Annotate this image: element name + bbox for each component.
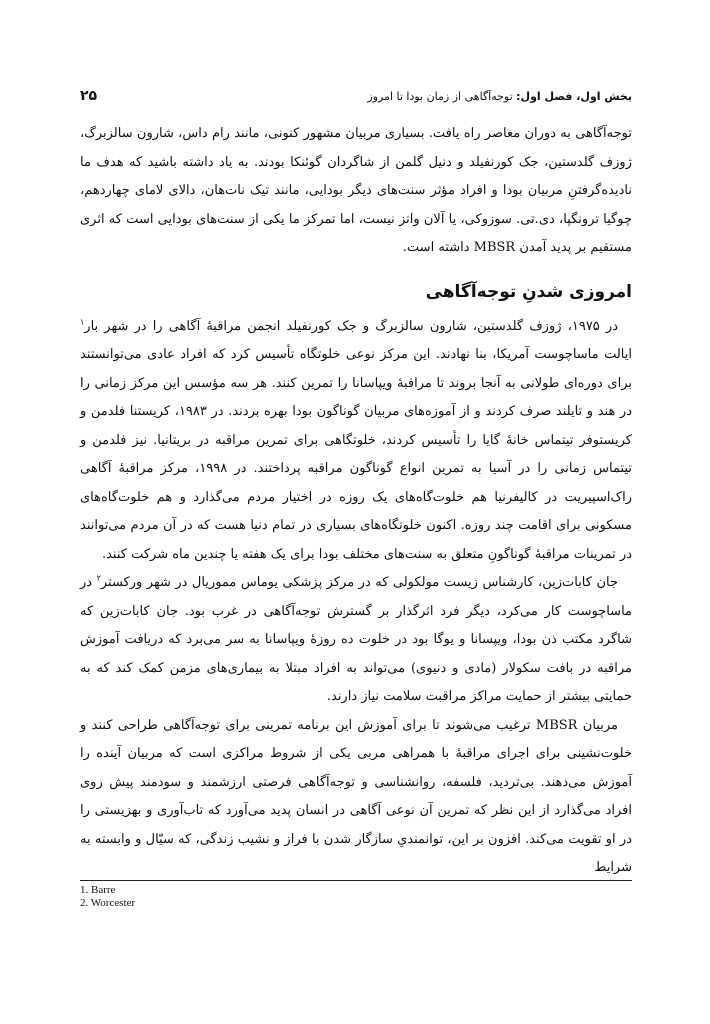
running-header bbox=[80, 88, 632, 114]
main-text bbox=[80, 120, 632, 883]
paragraph-3 bbox=[80, 569, 632, 712]
footnote-1: 1. Barre bbox=[80, 884, 116, 896]
section-title: توجه‌آگاهی از زمان بودا تا امروز bbox=[367, 90, 513, 103]
footnote-marker-1: ۱ bbox=[80, 317, 85, 327]
footnote-divider bbox=[80, 880, 632, 881]
paragraph-2-rest: ایالت ماساچوست آمریکا، بنا نهادند. این مرکز نوعی خلوتگاه تأسیس کرد که افراد عادی می‌توانستند برای دوره‌ای طولانی به آنجا بروند تا مراقبهٔ ویپاسانا را تمرین کنند. هر سه مؤسس این مرکز زمانی را در هند و تایلند صرف کردند و از آموزه‌های مربیان گوناگون بودا بهره بردند. در ۱۹۸۳، کریستنا فلدمن و کریستوفر تیتماس خانهٔ گایا را تأسیس کردند، خلوتگاهی برای تمرین مراقبه در بریتانیا. نیز فلدمن و تیتماس زمانی را در آسیا به تمرین انواع گوناگون مراقبه پرداختند. در ۱۹۹۸، مرکز مراقبهٔ آگاهی راک‌اسپیریت در کالیفرنیا هم خلوت‌گاه‌های یک روزه در اختیار مردم می‌گذارد و هم خلوت‌گاه‌های مسکونی برای اقامت چند روزه. اکنون خلوتگاه‌های بسیاری در تمام دنیا هست که در آن مردم می‌توانند در تمرینات مراقبهٔ گوناگونِ متعلق به سنت‌های مختلف بودا برای یک هفته یا چندین ماه شرکت کنند. bbox=[80, 347, 632, 562]
paragraph-2-start: در ۱۹۷۵، ژوزف گلدستین، شارون سالزبرگ و جک کورنفیلد انجمن مراقبهٔ آگاهی را در شهر بار bbox=[84, 318, 619, 334]
page-number: ۲۵ bbox=[80, 88, 98, 104]
paragraph-1: توجه‌آگاهی به دوران معاصر راه یافت. بسیاری مربیان مشهور کنونی، مانند رام داس، شارون سالزبرگ، ژوزف گلدستین، جک کورنفیلد و دنیل گلمن از شاگردان گوئنکا بودند. به یاد داشته باشید که هدف ما نادیده‌گرفتنِ مربیان بودا و افراد مؤثر سنت‌های دیگر بودایی، مانند تیک نات‌هان، دالای لامای چهاردهم، چوگیا ترونگپا، دی.تی. سوزوکی، یا آلان واتز نیست، اما تمرکز ما یکی از سنت‌های بودایی است که اثری مستقیم بر پدید آمدن MBSR داشته است. bbox=[80, 126, 632, 255]
section-label: بخش اول، فصل اول: bbox=[516, 90, 632, 103]
paragraph-3-start: جان کابات‌زین، کارشناس زیست مولکولی که در مرکز پزشکی یوماس مموریال در شهر ورکستر bbox=[100, 575, 618, 590]
running-title bbox=[367, 90, 632, 103]
paragraph-4: مربیان MBSR ترغیب می‌شوند تا برای آموزش این برنامه تمرینی برای توجه‌آگاهی طراحی کنند و خلوت‌نشینی برای اجرای مراقبهٔ با همراهی مربی یکی از شروط مراکزی است که مربیان آینده را آموزش می‌دهند. بی‌تردید، فلسفه، روانشناسی و توجه‌آگاهی فرصتی ارزشمند و سودمند پیش روی افراد می‌گذارد از این نظر که تمرین آن نوعی آگاهی در انسان پدید می‌آورد که تاب‌آوری و بهزیستی را در او تقویت می‌کند. افزون بر این، توانمندیِ سازگار شدن با فراز و نشیب زندگی، که سیّال و وابسته به شرایط bbox=[80, 717, 632, 875]
section-heading: امروزی شدنِ توجه‌آگاهی bbox=[425, 281, 632, 302]
footnote-2: 2. Worcester bbox=[80, 897, 136, 909]
footnotes bbox=[80, 884, 135, 910]
paragraph-3-rest: در ماساچوست کار می‌کرد، دیگر فرد اثرگذار بر گسترش توجه‌آگاهی در غرب بود. جان کابات‌زین که شاگرد مکتب ذن بودا، ویپسانا و یوگا بود در خلوت ده روزهٔ ویپاسانا به سر می‌برد که دریافت آموزش مراقبه در بافت سکولار (مادی و دنیوی) می‌تواند به افراد مبتلا به بیماری‌های مزمن کمک کند که به حمایتی بیشتر از حمایت مراکز مراقبت سلامت نیاز دارند. bbox=[80, 575, 632, 704]
paragraph-2 bbox=[80, 313, 632, 570]
footnote-marker-2: ۲ bbox=[96, 573, 101, 583]
